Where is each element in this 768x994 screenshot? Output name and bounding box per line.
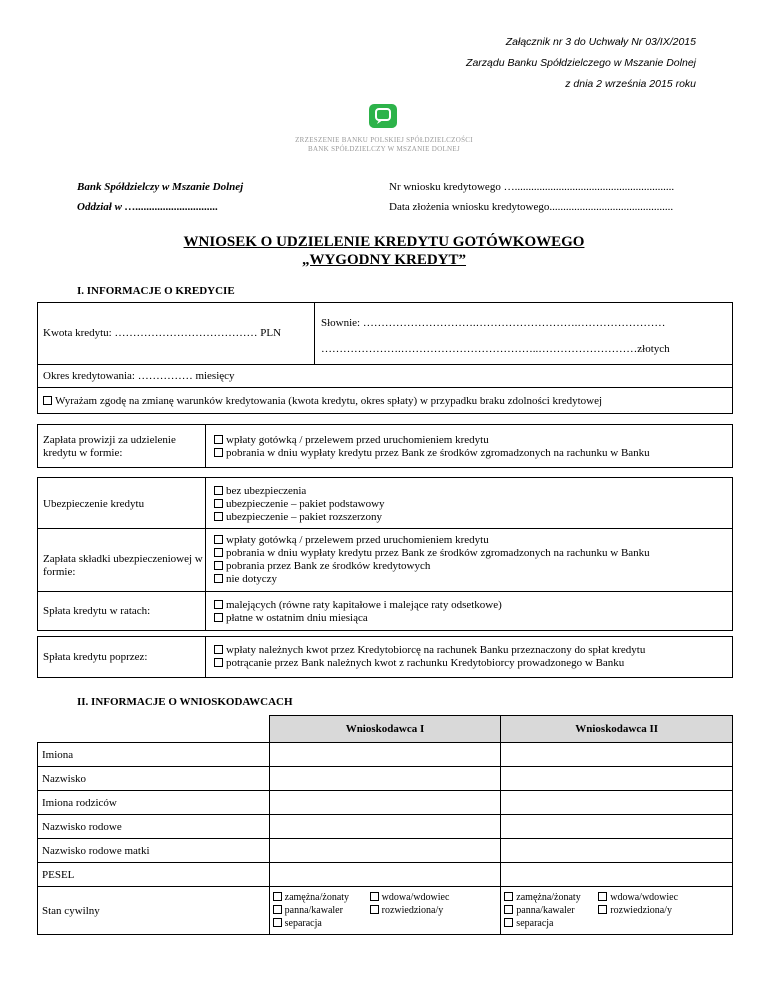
header-empty-cell	[38, 716, 270, 743]
premium-options-cell	[205, 528, 733, 592]
commission-options-cell	[205, 424, 733, 468]
applicant-1-divorced-label: rozwiedziona/y	[381, 905, 444, 916]
applicant-2-separation-checkbox[interactable]	[504, 918, 513, 927]
applicant-1-single-checkbox[interactable]	[273, 905, 282, 914]
premium-option-1-label: wpłaty gotówką / przelewem przed uruchomieniem kredytu	[226, 534, 489, 546]
applicant-2-divorced-label: rozwiedziona/y	[610, 905, 672, 916]
premium-option-1-checkbox[interactable]	[214, 535, 223, 544]
section-1-heading: I. INFORMACJE O KREDYCIE	[77, 285, 235, 297]
amount-words-box	[314, 302, 733, 365]
surname-label: Nazwisko	[38, 767, 270, 791]
premium-option-3-checkbox[interactable]	[214, 561, 223, 570]
applicant-2-first-names-input[interactable]	[501, 743, 733, 767]
table-row	[38, 791, 733, 815]
first-names-label: Imiona	[38, 743, 270, 767]
branch-field[interactable]: Oddział w …..............................	[77, 201, 219, 213]
insurance-option-2-label: ubezpieczenie – pakiet podstawowy	[226, 498, 385, 510]
applicant-1-mother-maiden-name-input[interactable]	[269, 839, 501, 863]
installments-label: Spłata kredytu w ratach:	[43, 605, 151, 617]
applicant-1-first-names-input[interactable]	[269, 743, 501, 767]
commission-option-1-label: wpłaty gotówką / przelewem przed uruchomieniem kredytu	[226, 434, 489, 446]
applicant-2-single-label: panna/kawaler	[516, 905, 575, 916]
insurance-label-cell	[37, 477, 206, 529]
premium-option-2-checkbox[interactable]	[214, 548, 223, 557]
installments-options-cell	[205, 591, 733, 631]
applicant-2-divorced-checkbox[interactable]	[598, 905, 607, 914]
repayment-option-1-label: wpłaty należnych kwot przez Kredytobiorcę na rachunek Banku przeznaczony do spłat kredytu	[226, 644, 646, 656]
speech-bubble-logo-icon	[368, 103, 398, 129]
table-row	[38, 839, 733, 863]
commission-label-cell	[37, 424, 206, 468]
association-line-1: ZRZESZENIE BANKU POLSKIEJ SPÓŁDZIELCZOŚCI	[295, 136, 473, 144]
annex-line-3: z dnia 2 września 2015 roku	[565, 78, 696, 90]
applicant-2-maiden-name-input[interactable]	[501, 815, 733, 839]
applicant-1-single-label: panna/kawaler	[284, 905, 343, 916]
installments-option-1-label: malejących (równe raty kapitałowe i malejące raty odsetkowe)	[226, 599, 502, 611]
pesel-label: PESEL	[38, 863, 270, 887]
commission-option-2-label: pobrania w dniu wypłaty kredytu przez Bank ze środków zgromadzonych na rachunku w Banku	[226, 447, 650, 459]
premium-option-2-label: pobrania w dniu wypłaty kredytu przez Bank ze środków zgromadzonych na rachunku w Banku	[226, 547, 650, 559]
repayment-label: Spłata kredytu poprzez:	[43, 651, 148, 663]
annex-line-1: Załącznik nr 3 do Uchwały Nr 03/IX/2015	[505, 36, 696, 48]
applicant-1-separation-label: separacja	[284, 918, 322, 929]
commission-label: Zapłata prowizji za udzielenie kredytu w formie:	[43, 434, 176, 459]
civil-status-label: Stan cywilny	[38, 887, 270, 935]
applicant-2-married-checkbox[interactable]	[504, 892, 513, 901]
applicant-2-parents-names-input[interactable]	[501, 791, 733, 815]
premium-option-3-label: pobrania przez Bank ze środków kredytowych	[226, 560, 431, 572]
applicant-2-mother-maiden-name-input[interactable]	[501, 839, 733, 863]
applicant-2-widowed-checkbox[interactable]	[598, 892, 607, 901]
application-number-field[interactable]: Nr wniosku kredytowego …..........................................................	[389, 181, 675, 193]
form-title-line-2: „WYGODNY KREDYT”	[301, 252, 467, 268]
table-row	[38, 743, 733, 767]
mother-maiden-name-label: Nazwisko rodowe matki	[38, 839, 270, 863]
applicants-header-row	[38, 716, 733, 743]
consent-label: Wyrażam zgodę na zmianę warunków kredytowania (kwota kredytu, okres spłaty) w przypadku braku zdolności kredytowej	[55, 395, 603, 407]
insurance-option-1-label: bez ubezpieczenia	[226, 485, 307, 497]
insurance-options-cell	[205, 477, 733, 529]
consent-checkbox[interactable]	[43, 396, 52, 405]
applicant-1-divorced-checkbox[interactable]	[370, 905, 379, 914]
commission-option-2-checkbox[interactable]	[214, 448, 223, 457]
amount-box	[37, 302, 315, 365]
applicant-2-pesel-input[interactable]	[501, 863, 733, 887]
table-row	[38, 815, 733, 839]
table-row	[38, 767, 733, 791]
applicant-1-widowed-label: wdowa/wdowiec	[381, 892, 450, 903]
repayment-option-1-checkbox[interactable]	[214, 645, 223, 654]
amount-field[interactable]: Kwota kredytu: ………………………………… PLN	[43, 327, 282, 339]
applicant-2-surname-input[interactable]	[501, 767, 733, 791]
applicant-1-widowed-checkbox[interactable]	[370, 892, 379, 901]
annex-line-2: Zarządu Banku Spółdzielczego w Mszanie Dolnej	[466, 57, 696, 69]
repayment-option-2-label: potrącanie przez Bank należnych kwot z rachunku Kredytobiorcy prowadzonego w Banku	[226, 657, 625, 669]
premium-option-4-checkbox[interactable]	[214, 574, 223, 583]
applicant-2-header: Wnioskodawca II	[501, 716, 733, 743]
insurance-option-2-checkbox[interactable]	[214, 499, 223, 508]
premium-label-cell	[37, 528, 206, 592]
section-2-heading: II. INFORMACJE O WNIOSKODAWCACH	[77, 696, 293, 708]
table-row	[38, 863, 733, 887]
amount-words-field-2[interactable]: ………………….………………………………..………………………złotych	[321, 343, 670, 355]
insurance-option-3-label: ubezpieczenie – pakiet rozszerzony	[226, 511, 383, 523]
installments-label-cell	[37, 591, 206, 631]
bank-name: Bank Spółdzielczy w Mszanie Dolnej	[77, 181, 244, 193]
application-date-field[interactable]: Data złożenia wniosku kredytowego.............................................	[389, 201, 674, 213]
insurance-option-3-checkbox[interactable]	[214, 512, 223, 521]
applicant-2-single-checkbox[interactable]	[504, 905, 513, 914]
installments-option-2-checkbox[interactable]	[214, 613, 223, 622]
applicant-1-married-checkbox[interactable]	[273, 892, 282, 901]
applicant-1-header: Wnioskodawca I	[269, 716, 501, 743]
applicant-2-married-label: zamężna/żonaty	[516, 892, 581, 903]
applicant-1-civil-status-cell	[269, 887, 501, 935]
repayment-option-2-checkbox[interactable]	[214, 658, 223, 667]
applicant-1-surname-input[interactable]	[269, 767, 501, 791]
applicants-table	[37, 715, 733, 935]
premium-label: Zapłata składki ubezpieczeniowej w formie:	[43, 553, 203, 578]
installments-option-1-checkbox[interactable]	[214, 600, 223, 609]
installments-option-2-label: płatne w ostatnim dniu miesiąca	[226, 612, 368, 624]
insurance-label: Ubezpieczenie kredytu	[43, 498, 145, 510]
applicant-1-married-label: zamężna/żonaty	[284, 892, 350, 903]
repayment-label-cell	[37, 636, 206, 678]
repayment-options-cell	[205, 636, 733, 678]
applicant-2-separation-label: separacja	[516, 918, 554, 929]
applicant-1-pesel-input[interactable]	[269, 863, 501, 887]
form-title-line-1: WNIOSEK O UDZIELENIE KREDYTU GOTÓWKOWEGO	[183, 234, 585, 250]
insurance-option-1-checkbox[interactable]	[214, 486, 223, 495]
table-row	[38, 887, 733, 935]
amount-words-field-1[interactable]: Słownie: ………………………….……………………….……………………	[321, 317, 666, 329]
applicant-1-separation-checkbox[interactable]	[273, 918, 282, 927]
applicant-1-parents-names-input[interactable]	[269, 791, 501, 815]
association-line-2: BANK SPÓŁDZIELCZY W MSZANIE DOLNEJ	[307, 145, 460, 153]
maiden-name-label: Nazwisko rodowe	[38, 815, 270, 839]
premium-option-4-label: nie dotyczy	[226, 573, 278, 585]
applicant-2-widowed-label: wdowa/wdowiec	[610, 892, 679, 903]
applicant-2-civil-status-cell	[501, 887, 733, 935]
commission-option-1-checkbox[interactable]	[214, 435, 223, 444]
period-field[interactable]: Okres kredytowania: …………… miesięcy	[43, 370, 235, 382]
consent-box	[37, 387, 733, 414]
period-box	[37, 364, 733, 388]
parents-names-label: Imiona rodziców	[38, 791, 270, 815]
applicant-1-maiden-name-input[interactable]	[269, 815, 501, 839]
